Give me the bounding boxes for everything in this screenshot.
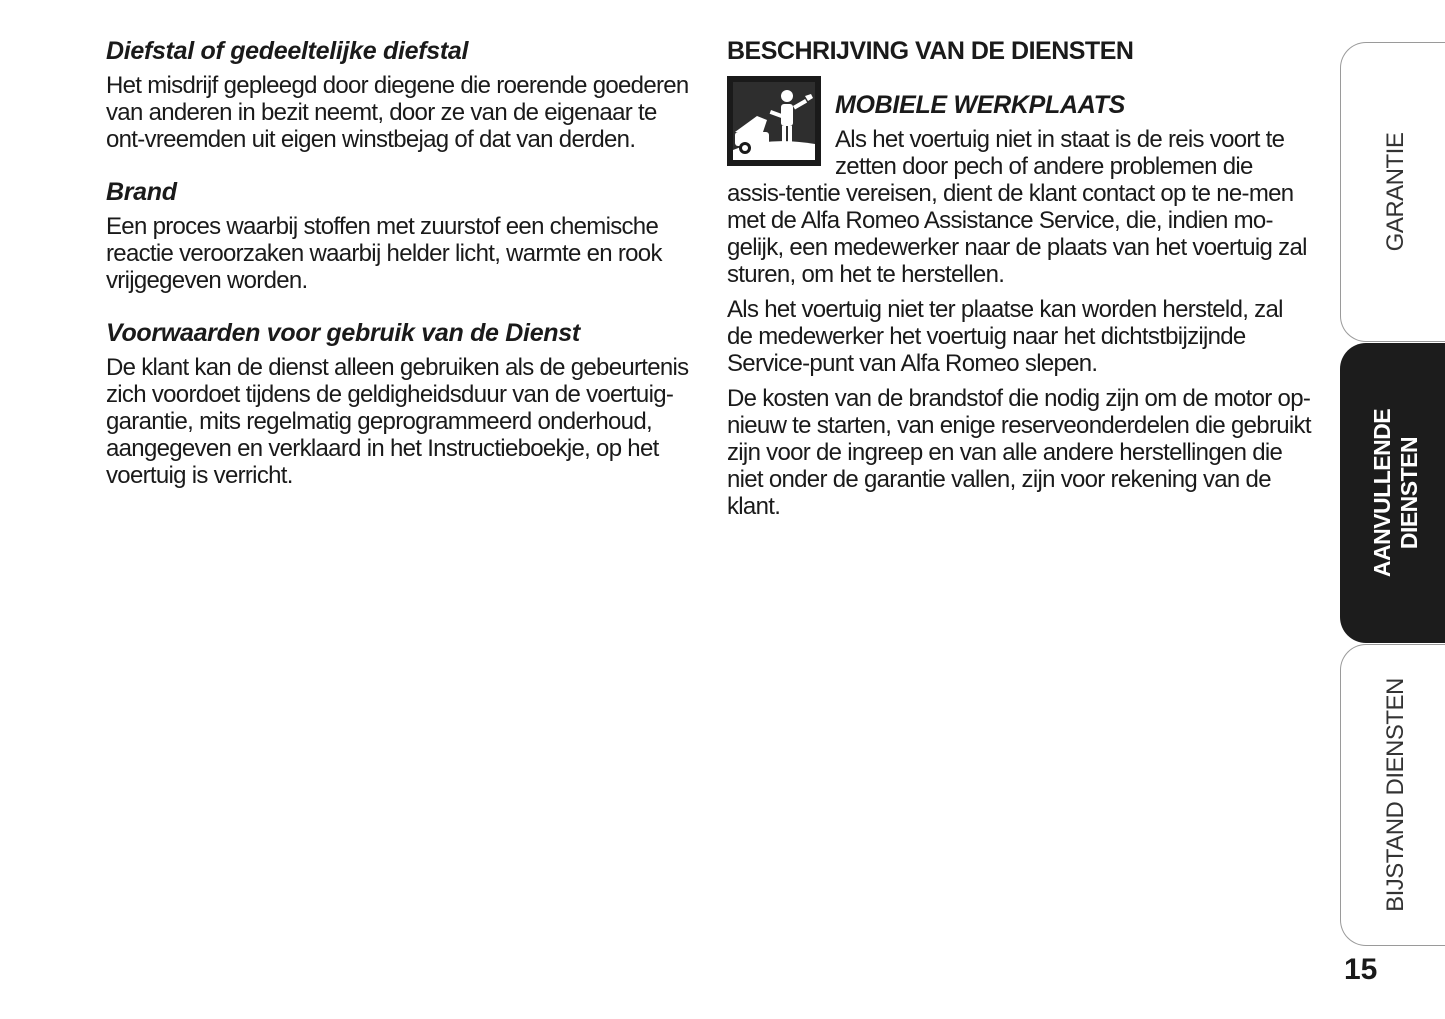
section-diefstal bbox=[106, 34, 692, 153]
paragraph: De kosten van de brandstof die nodig zijn om de motor op-nieuw te starten, van enige reserveonderdelen die gebruikt zijn voor de ingreep en van alle andere herstellingen die niet onder de garantie vallen, zijn voor rekening van de klant. bbox=[727, 385, 1311, 520]
section-heading: Brand bbox=[106, 178, 177, 206]
page-number: 15 bbox=[1344, 953, 1378, 986]
tab-aanvullende-diensten[interactable] bbox=[1340, 343, 1445, 643]
paragraph: Als het voertuig niet ter plaatse kan worden hersteld, zal de medewerker het voertuig naar het dichtstbijzijnde Service-punt van Alfa Romeo slepen. bbox=[727, 296, 1283, 377]
tab-label-line1: AANVULLENDE bbox=[1368, 408, 1395, 578]
tab-label: GARANTIE bbox=[1381, 132, 1409, 252]
tab-label-line2: DIENSTEN bbox=[1395, 436, 1422, 550]
section-brand bbox=[106, 175, 692, 294]
section-heading: Voorwaarden voor gebruik van de Dienst bbox=[106, 319, 580, 347]
section-heading: Diefstal of gedeeltelijke diefstal bbox=[106, 37, 469, 65]
section-voorwaarden bbox=[106, 316, 692, 489]
tab-garantie[interactable] bbox=[1340, 42, 1445, 342]
section-body: Een proces waarbij stoffen met zuurstof een chemische reactie veroorzaken waarbij helder licht, warmte en rook vrijgegeven worden. bbox=[106, 213, 662, 294]
tab-label: BIJSTAND DIENSTEN bbox=[1381, 678, 1409, 912]
right-column bbox=[727, 34, 1311, 520]
section-body: Het misdrijf gepleegd door diegene die roerende goederen van anderen in bezit neemt, door ze van de eigenaar te ont-vreemden uit eigen winstbejag of dat van derden. bbox=[106, 72, 689, 153]
page-title: BESCHRIJVING VAN DE DIENSTEN bbox=[727, 37, 1134, 65]
mobile-workshop-icon bbox=[727, 76, 821, 166]
left-column bbox=[106, 34, 692, 511]
tab-label bbox=[1369, 409, 1423, 577]
paragraph: Als het voertuig niet in staat is de reis voort te zetten door pech of andere problemen die assis-tentie vereisen, dient de klant contact op te ne-men met de Alfa Romeo Assistance Service, die, indien mo-gelijk, een medewerker naar de plaats van het voertuig zal sturen, om het te herstellen. bbox=[727, 126, 1307, 288]
section-body: De klant kan de dienst alleen gebruiken als de gebeurtenis zich voordoet tijdens de geldigheidsduur van de voertuig-garantie, mits regelmatig geprogrammeerd onderhoud, aangegeven en verklaard in het Instructieboekje, op het voertuig is verricht. bbox=[106, 354, 689, 489]
tab-bijstand-diensten[interactable] bbox=[1340, 644, 1445, 946]
section-heading: MOBIELE WERKPLAATS bbox=[835, 91, 1125, 119]
